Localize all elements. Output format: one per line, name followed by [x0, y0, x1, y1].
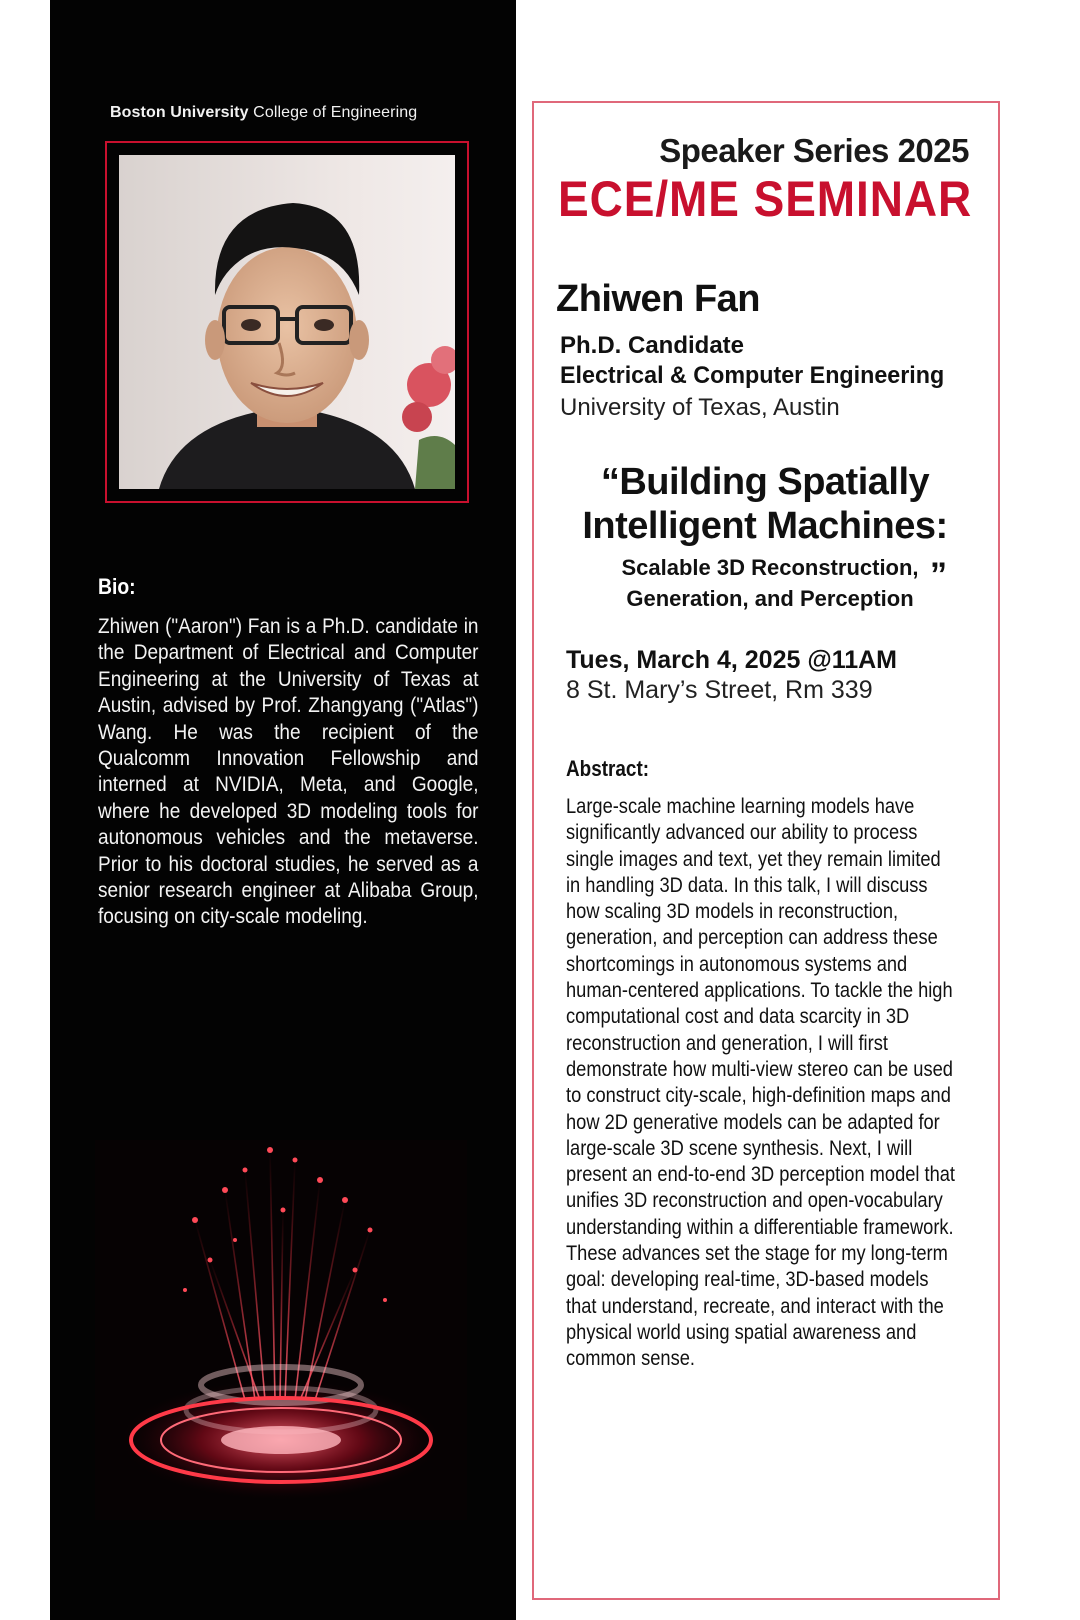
speaker-department: Electrical & Computer Engineering [560, 362, 945, 389]
abstract-text: Large-scale machine learning models have significantly advanced our ability to process single images and text, yet they remain limited in handling 3D data. In this talk, I will discuss how scaling 3D models in reconstruction, generation, and perception can address these shortcomings in autonomous systems and human-centered applications. To tackle the high computational cost and data scarcity in 3D reconstruction and generation, I will first demonstrate how multi-view stereo can be used to construct city-scale, high-definition maps and how 2D generative models can be adapted for large-scale 3D scene synthesis. Next, I will present an end-to-end 3D perception model that unifies 3D reconstruction and open-vocabulary understanding within a differentiable framework. These advances set the stage for my long-term goal: developing real-time, 3D-based models that understand, recreate, and interact with the physical world using spatial awareness and common sense. [566, 795, 955, 1371]
talk-subtitle: Scalable 3D Reconstruction, Generation, and Perception [621, 555, 919, 611]
glowing-tech-illustration [95, 1140, 467, 1520]
speaker-institution: University of Texas, Austin [560, 394, 840, 421]
seminar-title: ECE/ME SEMINAR [557, 171, 972, 227]
speaker-role: Ph.D. Candidate [560, 332, 745, 359]
talk-date-time: Tues, March 4, 2025 @11AM [566, 646, 898, 674]
abstract-heading: Abstract: [566, 756, 650, 781]
bio-text: Zhiwen ("Aaron") Fan is a Ph.D. candidate in the Department of Electrical and Computer Engineering at the University of Texas at Austin, advised by Prof. Zhangyang ("Atlas") Wang. He was the recipient of the Qualcomm Innovation Fellowship and interned at NVIDIA, Meta, and Google, where he developed 3D modeling tools for autonomous vehicles and the metaverse. Prior to his doctoral studies, he served as a senior research engineer at Alibaba Group, focusing on city-scale modeling. [98, 615, 479, 929]
bio-heading: Bio: [98, 574, 136, 599]
university-name: Boston University [110, 104, 249, 121]
talk-location: 8 St. Mary’s Street, Rm 339 [566, 676, 873, 704]
speaker-name: Zhiwen Fan [556, 278, 760, 320]
college-header [110, 104, 417, 122]
closing-quote-mark: ” [930, 556, 947, 594]
talk-title: “Building Spatially Intelligent Machines: [582, 461, 948, 547]
college-name: College of Engineering [253, 104, 418, 121]
speaker-photo [119, 155, 455, 489]
speaker-series-title: Speaker Series 2025 [659, 132, 969, 169]
speaker-photo-frame [105, 141, 469, 503]
